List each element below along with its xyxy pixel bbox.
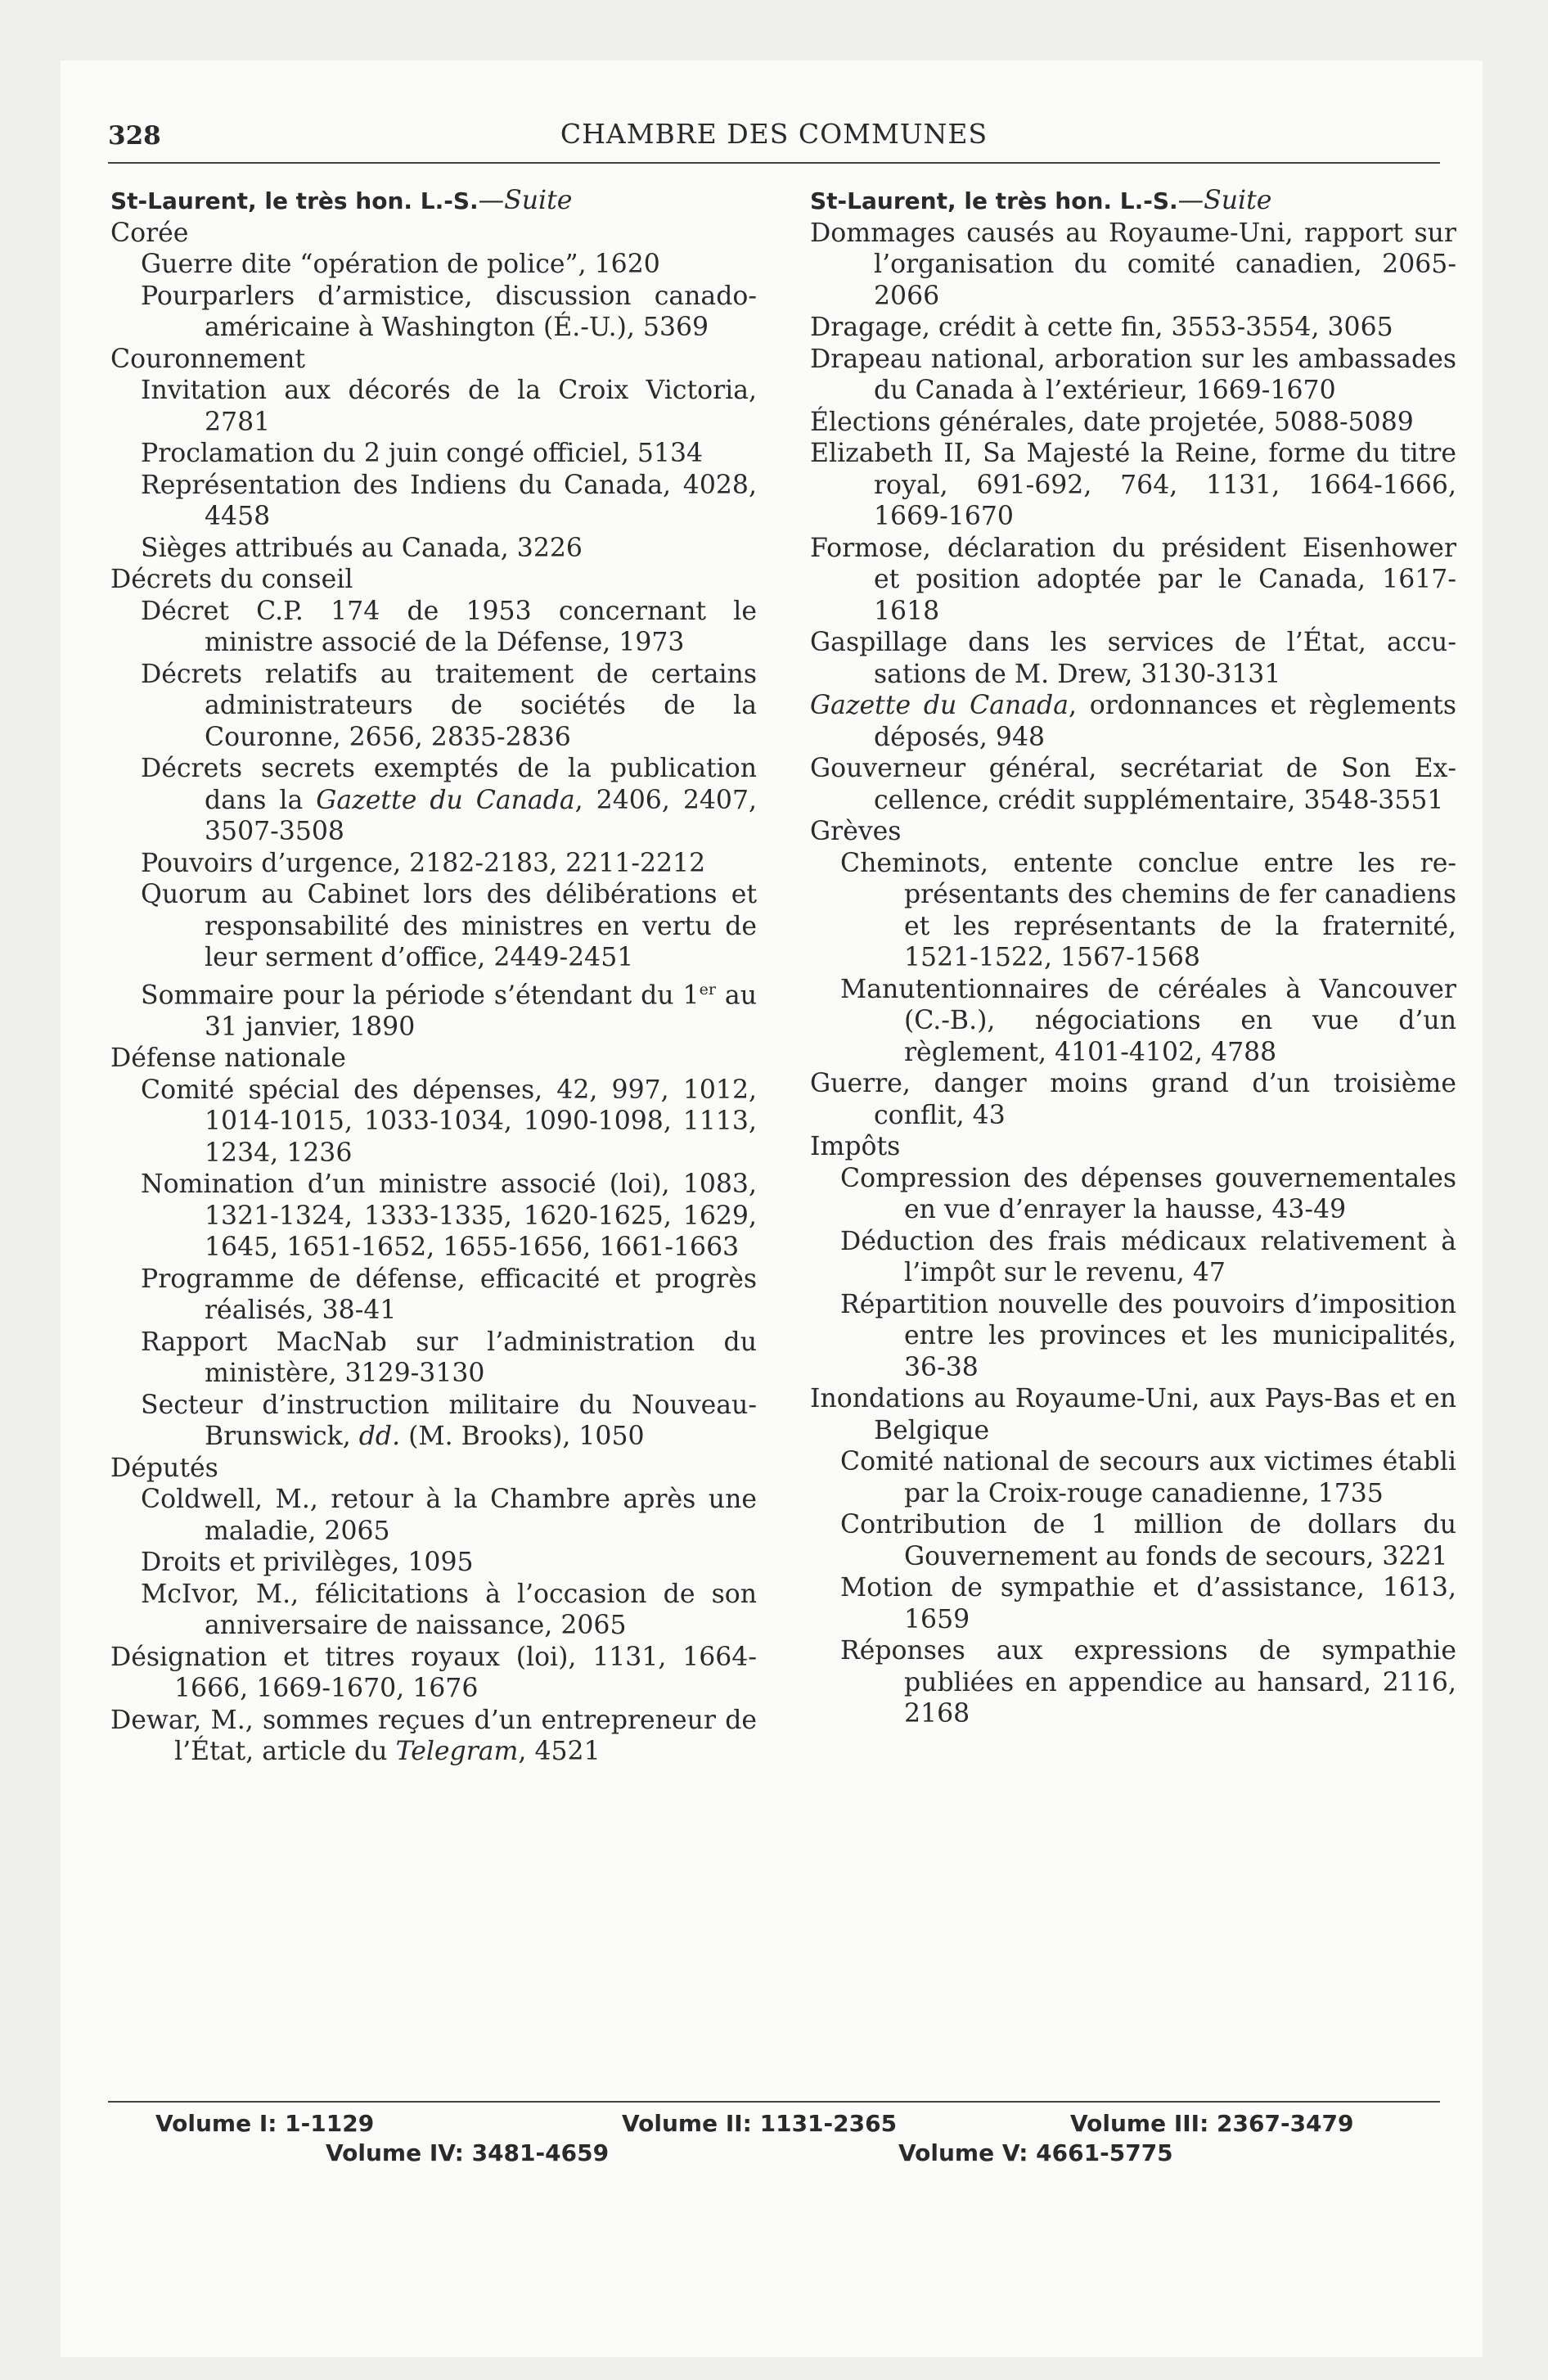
index-subentry: Cheminots, entente conclue entre les représentants des chemins de fer canadiens et les représentants de la fraternité, 1521-1522, 1567-1568 xyxy=(840,848,1456,972)
index-subentry: Programme de défense, efficacité et progrès réalisés, 38-41 xyxy=(141,1264,757,1325)
left-entries xyxy=(110,218,757,1768)
index-subentry: Invitation aux décorés de la Croix Victoria, 2781 xyxy=(141,376,757,437)
index-entry: Gazette du Canada, ordonnances et règlements déposés, 948 xyxy=(810,691,1457,752)
page-number: 328 xyxy=(108,121,161,151)
index-subentry: Coldwell, M., retour à la Chambre après une maladie, 2065 xyxy=(141,1485,757,1546)
index-entry: Dewar, M., sommes reçues d’un entrepreneur de l’État, article du Telegram, 4521 xyxy=(110,1705,757,1766)
index-subentry: Guerre dite “opération de police”, 1620 xyxy=(141,250,660,279)
index-entry: Désignation et titres royaux (loi), 1131, 1664-1666, 1669-1670, 1676 xyxy=(110,1642,757,1703)
index-subentry: McIvor, M., félicitations à l’occasion de son anniversaire de naissance, 2065 xyxy=(141,1579,757,1640)
index-subentry: Réponses aux expressions de sympathie publiées en appendice au hansard, 2116, 2168 xyxy=(840,1636,1456,1729)
running-head-name: St-Laurent, le très hon. L.-S. xyxy=(810,187,1178,214)
volume-3-range: Volume III: 2367-3479 xyxy=(1070,2110,1354,2137)
index-subentry: Contribution de 1 million de dollars du Gouvernement au fonds de secours, 3221 xyxy=(840,1510,1456,1571)
running-head-suffix: —Suite xyxy=(1177,186,1272,215)
index-subentry: Compression des dépenses gouvernementales en vue d’enrayer la hausse, 43-49 xyxy=(840,1163,1456,1224)
index-subentry: Répartition nouvelle des pouvoirs d’imposition entre les provinces et les municipalités, 36-38 xyxy=(840,1289,1456,1382)
index-subentry: Quorum au Cabinet lors des délibérations et responsabilité des ministres en vertu de leur serment d’office, 2449-2451 xyxy=(141,880,757,972)
left-column xyxy=(110,185,757,1768)
index-entry: Dommages causés au Royaume-Uni, rapport sur l’organisation du comité canadien, 2065-2066 xyxy=(810,218,1456,311)
index-entry: Guerre, danger moins grand d’un troisième conflit, 43 xyxy=(810,1069,1456,1130)
volume-5-range: Volume V: 4661-5775 xyxy=(898,2139,1173,2166)
index-entry: Drapeau national, arboration sur les ambassades du Canada à l’extérieur, 1669-1670 xyxy=(810,344,1456,405)
index-entry: Élections générales, date projetée, 5088-5089 xyxy=(810,407,1414,437)
index-subentry: Comité spécial des dépenses, 42, 997, 1012, 1014-1015, 1033-1034, 1090-1098, 1113, 1234, 1236 xyxy=(141,1075,757,1168)
header-rule xyxy=(108,162,1440,164)
index-subentry: Nomination d’un ministre associé (loi), 1083, 1321-1324, 1333-1335, 1620-1625, 1629, 1645, 1651-1652, 1655-1656, 1661-1663 xyxy=(141,1170,757,1262)
index-subentry: Sièges attribués au Canada, 3226 xyxy=(141,533,583,563)
index-subentry: Pouvoirs d’urgence, 2182-2183, 2211-2212 xyxy=(141,848,706,878)
index-entry: Formose, déclaration du président Eisenhower et position adoptée par le Canada, 1617-1618 xyxy=(810,533,1456,626)
footer-rule xyxy=(108,2101,1440,2103)
index-entry: Couronnement xyxy=(110,344,306,374)
index-subentry: Représentation des Indiens du Canada, 4028, 4458 xyxy=(141,470,757,531)
index-entry: Impôts xyxy=(810,1132,901,1161)
volume-2-range: Volume II: 1131-2365 xyxy=(622,2110,898,2137)
index-subentry: Manutentionnaires de céréales à Vancouver (C.-B.), négociations en vue d’un règlement, 4101-4102, 4788 xyxy=(840,974,1456,1067)
index-entry: Grèves xyxy=(810,817,902,846)
index-subentry: Sommaire pour la période s’étendant du 1er au 31 janvier, 1890 xyxy=(141,980,757,1042)
index-subentry: Rapport MacNab sur l’administration du ministère, 3129-3130 xyxy=(141,1327,757,1388)
running-head xyxy=(810,185,1456,218)
index-subentry: Secteur d’instruction militaire du Nouveau-Brunswick, dd. (M. Brooks), 1050 xyxy=(141,1390,757,1451)
volume-4-range: Volume IV: 3481-4659 xyxy=(326,2139,610,2166)
right-column xyxy=(810,185,1456,1730)
index-entry: Corée xyxy=(110,218,189,248)
index-entry: Dragage, crédit à cette fin, 3553-3554, 3065 xyxy=(810,313,1393,342)
volume-1-range: Volume I: 1-1129 xyxy=(155,2110,375,2137)
index-entry: Elizabeth II, Sa Majesté la Reine, forme du titre royal, 691-692, 764, 1131, 1664-1666, 1669-1670 xyxy=(810,439,1456,531)
running-head-name: St-Laurent, le très hon. L.-S. xyxy=(110,187,479,214)
index-subentry: Proclamation du 2 juin congé officiel, 5134 xyxy=(141,439,704,468)
index-entry: Décrets du conseil xyxy=(110,565,353,594)
index-subentry: Décrets relatifs au traitement de certains administrateurs de sociétés de la Couronne, 2656, 2835-2836 xyxy=(141,659,757,752)
right-entries xyxy=(810,218,1456,1730)
running-head-suffix: —Suite xyxy=(478,186,573,215)
index-subentry: Motion de sympathie et d’assistance, 1613, 1659 xyxy=(840,1573,1456,1634)
index-subentry: Décret C.P. 174 de 1953 concernant le ministre associé de la Défense, 1973 xyxy=(141,596,757,657)
running-head xyxy=(110,185,757,218)
index-subentry: Droits et privilèges, 1095 xyxy=(141,1548,474,1577)
index-entry: Gouverneur général, secrétariat de Son Excellence, crédit supplémentaire, 3548-3551 xyxy=(810,754,1456,815)
index-subentry: Pourparlers d’armistice, discussion canado-américaine à Washington (É.-U.), 5369 xyxy=(141,281,757,342)
index-entry: Inondations au Royaume-Uni, aux Pays-Bas et en Belgique xyxy=(810,1384,1456,1445)
index-entry: Défense nationale xyxy=(110,1044,346,1073)
index-entry: Gaspillage dans les services de l’État, accusations de M. Drew, 3130-3131 xyxy=(810,628,1456,689)
page-title: CHAMBRE DES COMMUNES xyxy=(560,118,988,150)
index-entry: Députés xyxy=(110,1453,218,1483)
index-subentry: Comité national de secours aux victimes établi par la Croix-rouge canadienne, 1735 xyxy=(840,1447,1456,1508)
index-subentry: Décrets secrets exemptés de la publication dans la Gazette du Canada, 2406, 2407, 3507-3508 xyxy=(141,754,757,846)
index-subentry: Déduction des frais médicaux relativement à l’impôt sur le revenu, 47 xyxy=(840,1226,1456,1287)
